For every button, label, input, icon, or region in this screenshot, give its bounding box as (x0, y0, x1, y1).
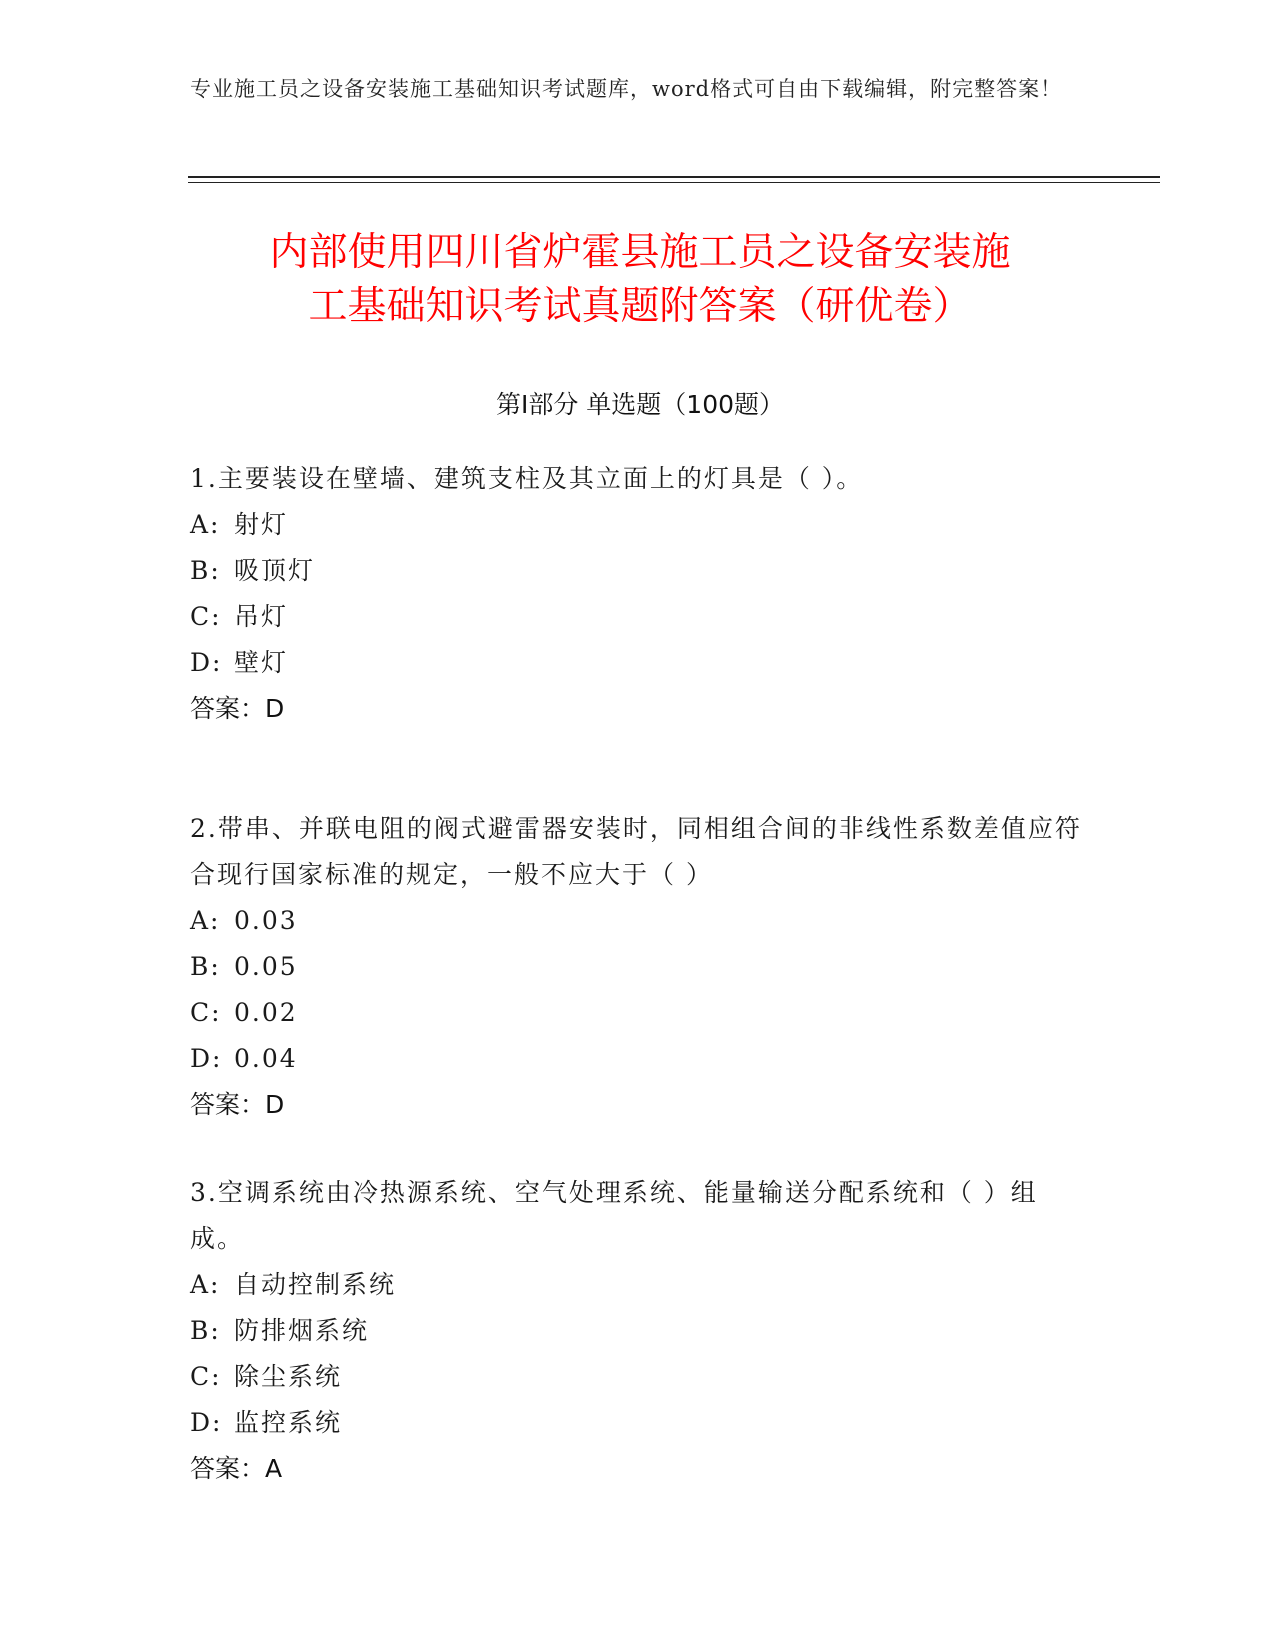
option-letter: B: (190, 1316, 221, 1345)
option-b (190, 548, 1090, 594)
option-c (190, 990, 1090, 1036)
header-divider-thin (188, 182, 1160, 183)
option-a (190, 502, 1090, 548)
option-text: 0.05 (234, 952, 298, 981)
option-text: 吸顶灯 (234, 556, 316, 585)
question-stem: 3.空调系统由冷热源系统、空气处理系统、能量输送分配系统和（ ）组成。 (190, 1178, 1038, 1253)
option-text: 0.03 (234, 906, 298, 935)
question-2 (190, 806, 1090, 1128)
document-title-line2: 工基础知识考试真题附答案（研优卷） (308, 284, 972, 329)
question-1 (190, 456, 1090, 732)
document-title (190, 226, 1090, 334)
header-note: 专业施工员之设备安装施工基础知识考试题库，word格式可自由下载编辑，附完整答案！ (190, 77, 1063, 101)
question-stem: 1.主要装设在壁墙、建筑支柱及其立面上的灯具是（ ）。 (190, 464, 864, 493)
option-text: 0.02 (234, 998, 298, 1027)
answer: 答案：D (190, 1090, 285, 1119)
option-a (190, 1262, 1090, 1308)
option-letter: A: (190, 1270, 221, 1299)
option-text: 除尘系统 (234, 1362, 343, 1391)
document-title-line1: 内部使用四川省炉霍县施工员之设备安装施 (269, 230, 1011, 275)
option-b (190, 944, 1090, 990)
option-letter: C: (190, 602, 222, 631)
option-letter: A: (190, 906, 221, 935)
option-d (190, 640, 1090, 686)
option-letter: C: (190, 1362, 222, 1391)
option-d (190, 1400, 1090, 1446)
option-text: 自动控制系统 (234, 1270, 397, 1299)
option-letter: D: (190, 648, 223, 677)
option-letter: A: (190, 510, 221, 539)
question-stem: 2.带串、并联电阻的阀式避雷器安装时，同相组合间的非线性系数差值应符合现行国家标准的规定，一般不应大于（ ） (190, 814, 1082, 889)
option-c (190, 594, 1090, 640)
option-d (190, 1036, 1090, 1082)
option-letter: B: (190, 556, 221, 585)
option-text: 射灯 (234, 510, 289, 539)
option-text: 防排烟系统 (234, 1316, 370, 1345)
section-title: 第Ⅰ部分 单选题（100题） (495, 390, 785, 419)
option-letter: C: (190, 998, 222, 1027)
option-text: 监控系统 (234, 1408, 343, 1437)
header-divider-thick (188, 176, 1160, 178)
option-text: 吊灯 (234, 602, 289, 631)
answer: 答案：A (190, 1454, 283, 1483)
option-text: 0.04 (234, 1044, 298, 1073)
option-letter: D: (190, 1408, 223, 1437)
option-letter: D: (190, 1044, 223, 1073)
question-3 (190, 1170, 1090, 1492)
answer: 答案：D (190, 694, 285, 723)
option-a (190, 898, 1090, 944)
option-b (190, 1308, 1090, 1354)
option-text: 壁灯 (234, 648, 289, 677)
option-letter: B: (190, 952, 221, 981)
option-c (190, 1354, 1090, 1400)
